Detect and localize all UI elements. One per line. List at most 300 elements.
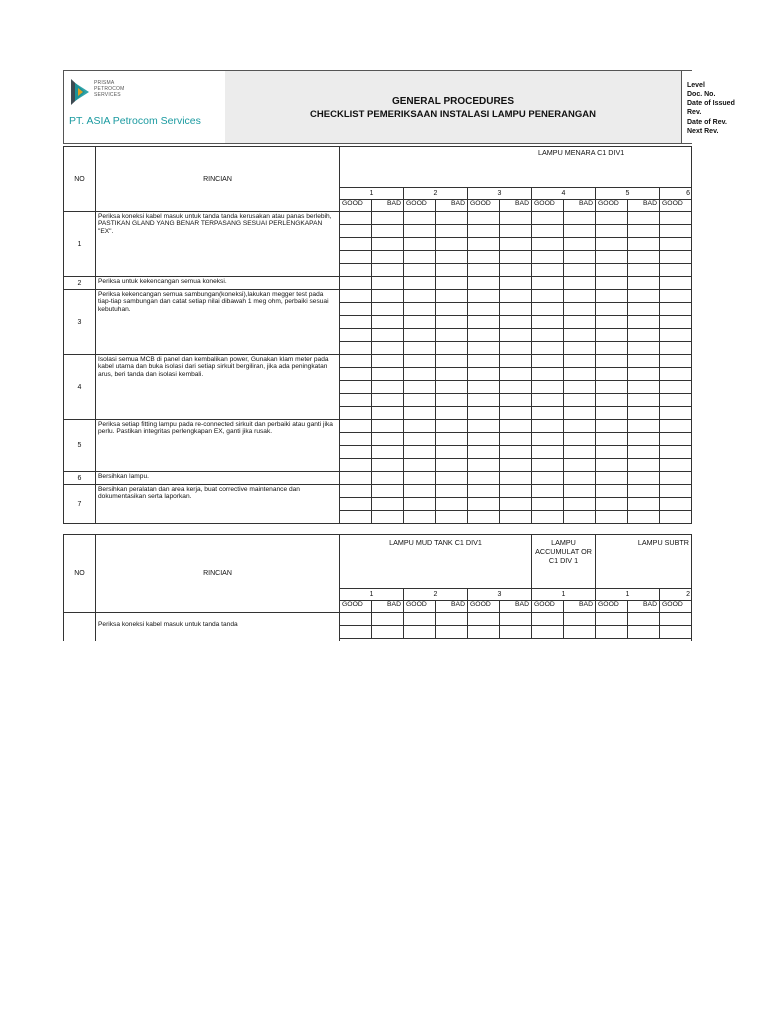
check-cell[interactable] <box>564 368 596 381</box>
check-cell[interactable] <box>436 355 468 368</box>
check-cell[interactable] <box>628 316 660 329</box>
check-cell[interactable] <box>500 329 532 342</box>
check-cell[interactable] <box>468 316 500 329</box>
check-cell[interactable] <box>436 394 468 407</box>
group-header-subtr: LAMPU SUBTR <box>596 535 692 589</box>
check-cell[interactable] <box>436 303 468 316</box>
check-cell[interactable] <box>500 381 532 394</box>
check-cell[interactable] <box>372 212 404 225</box>
check-cell[interactable] <box>372 264 404 277</box>
check-cell[interactable] <box>596 329 628 342</box>
check-cell[interactable] <box>564 264 596 277</box>
check-cell[interactable] <box>596 459 628 472</box>
good-label: GOOD <box>660 200 692 212</box>
check-cell[interactable] <box>372 251 404 264</box>
check-cell[interactable] <box>660 368 692 381</box>
check-cell[interactable] <box>340 381 372 394</box>
check-cell[interactable] <box>532 264 564 277</box>
check-cell[interactable] <box>436 225 468 238</box>
check-cell[interactable] <box>532 238 564 251</box>
check-cell[interactable] <box>436 511 468 524</box>
check-cell[interactable] <box>596 277 628 290</box>
check-cell[interactable] <box>468 329 500 342</box>
check-cell[interactable] <box>596 511 628 524</box>
check-cell[interactable] <box>372 446 404 459</box>
check-cell[interactable] <box>468 459 500 472</box>
check-cell[interactable] <box>372 394 404 407</box>
check-cell[interactable] <box>596 303 628 316</box>
check-cell[interactable] <box>532 225 564 238</box>
check-cell[interactable] <box>340 420 372 433</box>
check-cell[interactable] <box>596 238 628 251</box>
check-cell[interactable] <box>500 238 532 251</box>
check-cell[interactable] <box>660 212 692 225</box>
check-cell[interactable] <box>436 407 468 420</box>
check-cell[interactable] <box>628 446 660 459</box>
check-cell[interactable] <box>660 485 692 498</box>
check-cell[interactable] <box>340 511 372 524</box>
check-cell[interactable] <box>532 303 564 316</box>
check-cell[interactable] <box>596 225 628 238</box>
check-cell[interactable] <box>404 420 436 433</box>
check-cell[interactable] <box>564 498 596 511</box>
check-cell[interactable] <box>372 316 404 329</box>
check-cell[interactable] <box>628 472 660 485</box>
check-cell[interactable] <box>404 290 436 303</box>
check-cell[interactable] <box>660 251 692 264</box>
check-cell[interactable] <box>500 355 532 368</box>
check-cell[interactable] <box>436 251 468 264</box>
check-cell[interactable] <box>532 485 564 498</box>
check-cell[interactable] <box>404 342 436 355</box>
lamp-number: 1 <box>340 188 404 200</box>
check-cell[interactable] <box>596 368 628 381</box>
check-cell[interactable] <box>340 498 372 511</box>
check-cell[interactable] <box>372 342 404 355</box>
check-cell[interactable] <box>532 407 564 420</box>
table-row <box>64 290 692 303</box>
check-cell[interactable] <box>404 316 436 329</box>
check-cell[interactable] <box>564 212 596 225</box>
check-cell[interactable] <box>596 407 628 420</box>
check-cell[interactable] <box>404 212 436 225</box>
bad-label: BAD <box>436 200 468 212</box>
check-cell[interactable] <box>564 355 596 368</box>
check-cell[interactable] <box>340 316 372 329</box>
check-cell[interactable] <box>436 472 468 485</box>
check-cell[interactable] <box>532 316 564 329</box>
check-cell[interactable] <box>468 472 500 485</box>
check-cell[interactable] <box>500 212 532 225</box>
check-cell[interactable] <box>404 485 436 498</box>
check-cell[interactable] <box>564 225 596 238</box>
check-cell[interactable] <box>564 420 596 433</box>
check-cell[interactable] <box>372 290 404 303</box>
check-cell[interactable] <box>660 381 692 394</box>
check-cell[interactable] <box>596 498 628 511</box>
check-cell[interactable] <box>532 368 564 381</box>
check-cell[interactable] <box>436 290 468 303</box>
check-cell[interactable] <box>372 238 404 251</box>
table-row <box>64 277 692 290</box>
check-cell[interactable] <box>628 251 660 264</box>
item-no: 3 <box>64 290 96 355</box>
check-cell[interactable] <box>468 355 500 368</box>
check-cell[interactable] <box>340 407 372 420</box>
check-cell[interactable] <box>436 446 468 459</box>
check-cell[interactable] <box>340 459 372 472</box>
check-cell[interactable] <box>564 238 596 251</box>
check-cell[interactable] <box>404 381 436 394</box>
check-cell[interactable] <box>628 342 660 355</box>
check-cell[interactable] <box>500 225 532 238</box>
check-cell[interactable] <box>660 355 692 368</box>
check-cell[interactable] <box>468 433 500 446</box>
check-cell[interactable] <box>340 264 372 277</box>
check-cell[interactable] <box>532 433 564 446</box>
check-cell[interactable] <box>500 251 532 264</box>
check-cell[interactable] <box>436 459 468 472</box>
check-cell[interactable] <box>468 342 500 355</box>
check-cell[interactable] <box>596 342 628 355</box>
check-cell[interactable] <box>500 511 532 524</box>
check-cell[interactable] <box>500 446 532 459</box>
check-cell[interactable] <box>436 381 468 394</box>
check-cell[interactable] <box>532 459 564 472</box>
check-cell[interactable] <box>404 446 436 459</box>
check-cell[interactable] <box>564 329 596 342</box>
check-cell[interactable] <box>596 316 628 329</box>
group-header-accumulator: LAMPU ACCUMULAT OR C1 DIV 1 <box>532 535 596 589</box>
check-cell[interactable] <box>660 459 692 472</box>
check-cell[interactable] <box>660 472 692 485</box>
check-cell[interactable] <box>500 342 532 355</box>
lamp-number: 6 <box>660 188 692 200</box>
check-cell[interactable] <box>532 511 564 524</box>
check-cell[interactable] <box>532 355 564 368</box>
check-cell[interactable] <box>404 277 436 290</box>
bad-label: BAD <box>628 200 660 212</box>
good-label: GOOD <box>596 200 628 212</box>
check-cell[interactable] <box>596 433 628 446</box>
check-cell[interactable] <box>660 238 692 251</box>
check-cell[interactable] <box>436 329 468 342</box>
check-cell[interactable] <box>436 485 468 498</box>
check-cell[interactable] <box>404 433 436 446</box>
table-row <box>64 355 692 368</box>
check-cell[interactable] <box>628 329 660 342</box>
check-cell[interactable] <box>596 472 628 485</box>
check-cell[interactable] <box>468 251 500 264</box>
check-cell[interactable] <box>532 342 564 355</box>
check-cell[interactable] <box>564 433 596 446</box>
check-cell[interactable] <box>532 251 564 264</box>
check-cell[interactable] <box>596 290 628 303</box>
check-cell[interactable] <box>404 511 436 524</box>
check-cell[interactable] <box>628 212 660 225</box>
bad-label: BAD <box>628 601 660 613</box>
check-cell[interactable] <box>564 472 596 485</box>
check-cell[interactable] <box>564 290 596 303</box>
check-cell[interactable] <box>340 433 372 446</box>
check-cell[interactable] <box>500 485 532 498</box>
check-cell[interactable] <box>500 290 532 303</box>
check-cell[interactable] <box>340 472 372 485</box>
item-no: 5 <box>64 420 96 472</box>
check-cell[interactable] <box>564 446 596 459</box>
check-cell[interactable] <box>596 446 628 459</box>
check-cell[interactable] <box>660 342 692 355</box>
lamp-number: 1 <box>532 589 596 601</box>
check-cell[interactable] <box>468 212 500 225</box>
check-cell[interactable] <box>340 368 372 381</box>
check-cell[interactable] <box>404 225 436 238</box>
check-cell[interactable] <box>660 277 692 290</box>
check-cell[interactable] <box>372 355 404 368</box>
check-cell[interactable] <box>500 264 532 277</box>
check-cell[interactable] <box>340 446 372 459</box>
check-cell[interactable] <box>660 433 692 446</box>
check-cell[interactable] <box>436 342 468 355</box>
check-cell[interactable] <box>436 238 468 251</box>
check-cell[interactable] <box>372 459 404 472</box>
check-cell[interactable] <box>436 316 468 329</box>
check-cell[interactable] <box>628 420 660 433</box>
check-cell[interactable] <box>660 446 692 459</box>
check-cell[interactable] <box>468 511 500 524</box>
check-cell[interactable] <box>564 277 596 290</box>
check-cell[interactable] <box>564 485 596 498</box>
check-cell[interactable] <box>596 264 628 277</box>
check-cell[interactable] <box>372 368 404 381</box>
check-cell[interactable] <box>468 238 500 251</box>
check-cell[interactable] <box>340 355 372 368</box>
check-cell[interactable] <box>340 303 372 316</box>
check-cell[interactable] <box>564 394 596 407</box>
group-header-menara: LAMPU MENARA C1 DIV1 <box>340 147 692 188</box>
check-cell[interactable] <box>404 264 436 277</box>
check-cell[interactable] <box>340 238 372 251</box>
check-cell[interactable] <box>628 511 660 524</box>
item-no: 2 <box>64 277 96 290</box>
check-cell[interactable] <box>468 407 500 420</box>
check-cell[interactable] <box>596 381 628 394</box>
check-cell[interactable] <box>468 498 500 511</box>
check-cell[interactable] <box>532 420 564 433</box>
check-cell[interactable] <box>372 485 404 498</box>
check-cell[interactable] <box>372 303 404 316</box>
check-cell[interactable] <box>628 368 660 381</box>
check-cell[interactable] <box>500 394 532 407</box>
check-cell[interactable] <box>436 277 468 290</box>
check-cell[interactable] <box>468 368 500 381</box>
good-label: GOOD <box>340 200 372 212</box>
good-label: GOOD <box>404 601 436 613</box>
check-cell[interactable] <box>628 459 660 472</box>
check-cell[interactable] <box>564 251 596 264</box>
check-cell[interactable] <box>340 329 372 342</box>
meta-label-doc-no: Doc. No. <box>687 91 716 98</box>
check-cell[interactable] <box>628 303 660 316</box>
check-cell[interactable] <box>404 394 436 407</box>
check-cell[interactable] <box>468 303 500 316</box>
check-cell[interactable] <box>372 381 404 394</box>
check-cell[interactable] <box>340 225 372 238</box>
item-description: Bersihkan lampu. <box>96 472 340 485</box>
check-cell[interactable] <box>660 316 692 329</box>
check-cell[interactable] <box>468 420 500 433</box>
check-cell[interactable] <box>372 498 404 511</box>
meta-label-date-rev: Date of Rev. <box>687 119 727 126</box>
check-cell[interactable] <box>532 277 564 290</box>
check-cell[interactable] <box>660 511 692 524</box>
item-description: Bersihkan peralatan dan area kerja, buat corrective maintenance dan dokumentasikan serta laporkan. <box>96 485 340 524</box>
check-cell[interactable] <box>340 394 372 407</box>
check-cell[interactable] <box>660 225 692 238</box>
check-cell[interactable] <box>532 394 564 407</box>
check-cell[interactable] <box>372 407 404 420</box>
check-cell[interactable] <box>500 498 532 511</box>
check-cell[interactable] <box>660 329 692 342</box>
check-cell[interactable] <box>628 485 660 498</box>
logo-wordmark: PRISMA PETROCOM SERVICES <box>94 80 125 98</box>
check-cell[interactable] <box>660 303 692 316</box>
check-cell[interactable] <box>468 277 500 290</box>
check-cell[interactable] <box>468 446 500 459</box>
check-cell[interactable] <box>660 290 692 303</box>
check-cell[interactable] <box>500 459 532 472</box>
check-cell[interactable] <box>500 433 532 446</box>
check-cell[interactable] <box>436 264 468 277</box>
check-cell[interactable] <box>404 329 436 342</box>
check-cell[interactable] <box>596 355 628 368</box>
check-cell[interactable] <box>628 407 660 420</box>
check-cell[interactable] <box>468 381 500 394</box>
check-cell[interactable] <box>532 472 564 485</box>
check-cell[interactable] <box>468 225 500 238</box>
check-cell[interactable] <box>596 251 628 264</box>
check-cell[interactable] <box>564 459 596 472</box>
check-cell[interactable] <box>404 238 436 251</box>
check-cell[interactable] <box>628 355 660 368</box>
check-cell[interactable] <box>404 459 436 472</box>
check-cell[interactable] <box>372 511 404 524</box>
check-cell[interactable] <box>564 381 596 394</box>
lamp-number: 2 <box>660 589 692 601</box>
check-cell[interactable] <box>468 394 500 407</box>
check-cell[interactable] <box>500 316 532 329</box>
check-cell[interactable] <box>628 381 660 394</box>
check-cell[interactable] <box>660 498 692 511</box>
check-cell[interactable] <box>500 420 532 433</box>
check-cell[interactable] <box>596 420 628 433</box>
check-cell[interactable] <box>532 212 564 225</box>
check-cell[interactable] <box>628 238 660 251</box>
check-cell[interactable] <box>628 264 660 277</box>
check-cell[interactable] <box>500 407 532 420</box>
check-cell[interactable] <box>532 329 564 342</box>
check-cell[interactable] <box>564 511 596 524</box>
group-header-mudtank: LAMPU MUD TANK C1 DIV1 <box>340 535 532 589</box>
doc-title: GENERAL PROCEDURES <box>391 96 515 107</box>
check-cell[interactable] <box>660 407 692 420</box>
check-cell[interactable] <box>340 277 372 290</box>
checklist-table-mudtank <box>63 534 692 641</box>
check-cell[interactable] <box>404 368 436 381</box>
check-cell[interactable] <box>372 433 404 446</box>
check-cell[interactable] <box>596 485 628 498</box>
check-cell[interactable] <box>340 485 372 498</box>
check-cell[interactable] <box>372 329 404 342</box>
check-cell[interactable] <box>372 472 404 485</box>
check-cell[interactable] <box>340 290 372 303</box>
check-cell[interactable] <box>564 303 596 316</box>
lamp-number: 3 <box>468 188 532 200</box>
check-cell[interactable] <box>628 277 660 290</box>
check-cell[interactable] <box>660 420 692 433</box>
lamp-number: 3 <box>468 589 532 601</box>
check-cell[interactable] <box>500 277 532 290</box>
check-cell[interactable] <box>340 342 372 355</box>
check-cell[interactable] <box>500 303 532 316</box>
check-cell[interactable] <box>436 212 468 225</box>
check-cell[interactable] <box>628 394 660 407</box>
check-cell[interactable] <box>564 342 596 355</box>
check-cell[interactable] <box>628 498 660 511</box>
check-cell[interactable] <box>340 251 372 264</box>
check-cell[interactable] <box>404 303 436 316</box>
check-cell[interactable] <box>372 225 404 238</box>
check-cell[interactable] <box>532 498 564 511</box>
meta-label-date-issued: Date of Issued <box>687 100 735 107</box>
check-cell[interactable] <box>468 485 500 498</box>
check-cell[interactable] <box>436 368 468 381</box>
check-cell[interactable] <box>660 394 692 407</box>
check-cell[interactable] <box>372 420 404 433</box>
check-cell[interactable] <box>532 381 564 394</box>
check-cell[interactable] <box>628 225 660 238</box>
check-cell[interactable] <box>404 251 436 264</box>
check-cell[interactable] <box>500 472 532 485</box>
check-cell[interactable] <box>596 394 628 407</box>
logo-cell <box>63 71 226 143</box>
check-cell[interactable] <box>628 433 660 446</box>
check-cell[interactable] <box>404 472 436 485</box>
check-cell[interactable] <box>436 420 468 433</box>
check-cell[interactable] <box>596 212 628 225</box>
item-description: Periksa untuk kekencangan semua koneksi. <box>96 277 340 290</box>
check-cell[interactable] <box>468 264 500 277</box>
check-cell[interactable] <box>660 264 692 277</box>
check-cell[interactable] <box>564 316 596 329</box>
bad-label: BAD <box>564 601 596 613</box>
check-cell[interactable] <box>404 355 436 368</box>
check-cell[interactable] <box>436 498 468 511</box>
good-label: GOOD <box>532 601 564 613</box>
check-cell[interactable] <box>500 368 532 381</box>
check-cell[interactable] <box>436 433 468 446</box>
check-cell[interactable] <box>564 407 596 420</box>
check-cell[interactable] <box>532 446 564 459</box>
check-cell[interactable] <box>404 498 436 511</box>
check-cell[interactable] <box>372 277 404 290</box>
check-cell[interactable] <box>468 290 500 303</box>
meta-label-next-rev: Next Rev. <box>687 128 719 135</box>
check-cell[interactable] <box>532 290 564 303</box>
check-cell[interactable] <box>628 290 660 303</box>
check-cell[interactable] <box>340 212 372 225</box>
check-cell[interactable] <box>404 407 436 420</box>
